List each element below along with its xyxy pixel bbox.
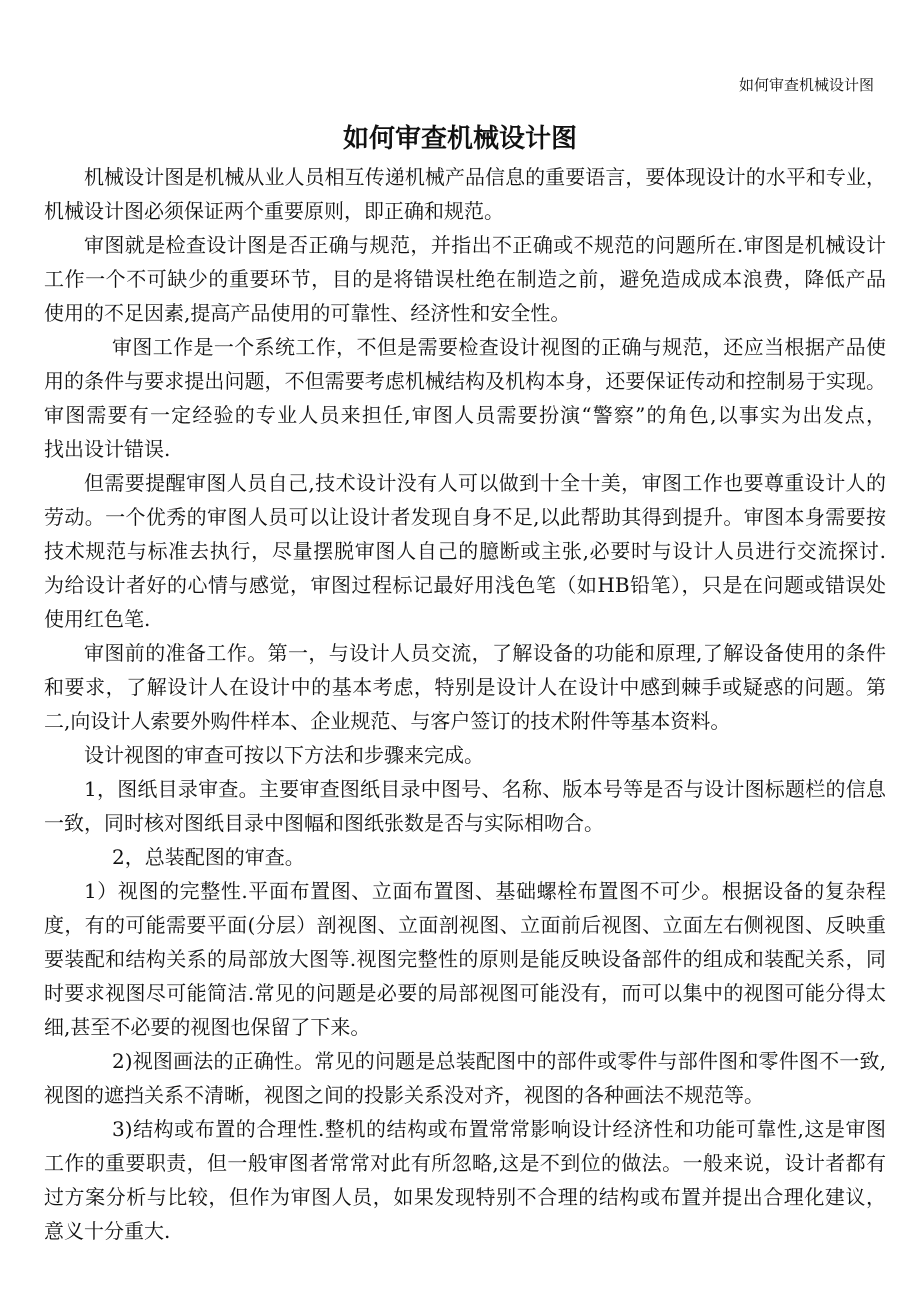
paragraph-line: 机械设计图必须保证两个重要原则，即正确和规范。 [44, 199, 504, 223]
document-body [44, 160, 886, 1248]
paragraph-line: 为给设计者好的心情与感觉，审图过程标记最好用浅色笔（如HB铅笔），只是在问题或错误处 [44, 573, 886, 597]
paragraph-line: 设计视图的审查可按以下方法和步骤来完成。 [84, 743, 484, 767]
paragraph [44, 330, 886, 466]
paragraph-line: 2，总装配图的审查。 [112, 845, 305, 869]
paragraph-line: 2)视图画法的正确性。常见的问题是总装配图中的部件或零件与部件图和零件图不一致, [112, 1049, 886, 1073]
paragraph-line: 度，有的可能需要平面(分层）剖视图、立面剖视图、立面前后视图、立面左右侧视图、反映重 [44, 913, 886, 937]
paragraph [44, 466, 886, 636]
paragraph-line: 审图就是检查设计图是否正确与规范，并指出不正确或不规范的问题所在.审图是机械设计 [84, 233, 886, 257]
paragraph [44, 160, 886, 228]
paragraph-line: 1）视图的完整性.平面布置图、立面布置图、基础螺栓布置图不可少。根据设备的复杂程 [84, 879, 886, 903]
paragraph-line: 工作的重要职责，但一般审图者常常对此有所忽略,这是不到位的做法。一般来说，设计者都有 [44, 1151, 886, 1175]
paragraph [44, 1044, 886, 1112]
paragraph-line: 审图工作是一个系统工作，不但是需要检查设计视图的正确与规范，还应当根据产品使 [112, 335, 886, 359]
paragraph-line: 审图需要有一定经验的专业人员来担任,审图人员需要扮演“警察”的角色,以事实为出发点， [44, 403, 886, 427]
paragraph-line: 机械设计图是机械从业人员相互传递机械产品信息的重要语言，要体现设计的水平和专业， [84, 165, 886, 189]
paragraph-line: 使用的不足因素,提高产品使用的可靠性、经济性和安全性。 [44, 301, 571, 325]
paragraph [44, 738, 886, 772]
paragraph-line: 细,甚至不必要的视图也保留了下来。 [44, 1015, 371, 1039]
paragraph-line: 1，图纸目录审查。主要审查图纸目录中图号、名称、版本号等是否与设计图标题栏的信息 [84, 777, 886, 801]
paragraph-line: 意义十分重大. [44, 1219, 171, 1243]
document-title: 如何审查机械设计图 [342, 124, 577, 154]
paragraph [44, 772, 886, 840]
paragraph-line: 3)结构或布置的合理性.整机的结构或布置常常影响设计经济性和功能可靠性,这是审图 [112, 1117, 886, 1141]
paragraph-line: 视图的遮挡关系不清晰，视图之间的投影关系没对齐，视图的各种画法不规范等。 [44, 1083, 764, 1107]
paragraph [44, 228, 886, 330]
paragraph-line: 一致，同时核对图纸目录中图幅和图纸张数是否与实际相吻合。 [44, 811, 604, 835]
running-header: 如何审查机械设计图 [738, 76, 874, 94]
paragraph [44, 1112, 886, 1248]
paragraph-line: 过方案分析与比较，但作为审图人员，如果发现特别不合理的结构或布置并提出合理化建议， [44, 1185, 886, 1209]
paragraph-line: 但需要提醒审图人员自己,技术设计没有人可以做到十全十美，审图工作也要尊重设计人的 [84, 471, 886, 495]
paragraph-line: 要装配和结构关系的局部放大图等.视图完整性的原则是能反映设备部件的组成和装配关系，同 [44, 947, 886, 971]
paragraph-line: 用的条件与要求提出问题，不但需要考虑机械结构及机构本身，还要保证传动和控制易于实现。 [44, 369, 886, 393]
paragraph-line: 技术规范与标准去执行，尽量摆脱审图人自己的臆断或主张,必要时与设计人员进行交流探讨. [44, 539, 886, 563]
paragraph-line: 时要求视图尽可能简洁.常见的问题是必要的局部视图可能没有，而可以集中的视图可能分得太 [44, 981, 886, 1005]
paragraph-line: 使用红色笔. [44, 607, 151, 631]
paragraph [44, 840, 886, 874]
paragraph-line: 二,向设计人索要外购件样本、企业规范、与客户签订的技术附件等基本资料。 [44, 709, 731, 733]
paragraph-line: 审图前的准备工作。第一，与设计人员交流，了解设备的功能和原理,了解设备使用的条件 [84, 641, 886, 665]
paragraph-line: 工作一个不可缺少的重要环节，目的是将错误杜绝在制造之前，避免造成成本浪费，降低产品 [44, 267, 886, 291]
paragraph [44, 874, 886, 1044]
paragraph-line: 劳动。一个优秀的审图人员可以让设计者发现自身不足,以此帮助其得到提升。审图本身需要按 [44, 505, 886, 529]
paragraph [44, 636, 886, 738]
paragraph-line: 找出设计错误. [44, 437, 171, 461]
paragraph-line: 和要求，了解设计人在设计中的基本考虑，特别是设计人在设计中感到棘手或疑惑的问题。第 [44, 675, 886, 699]
